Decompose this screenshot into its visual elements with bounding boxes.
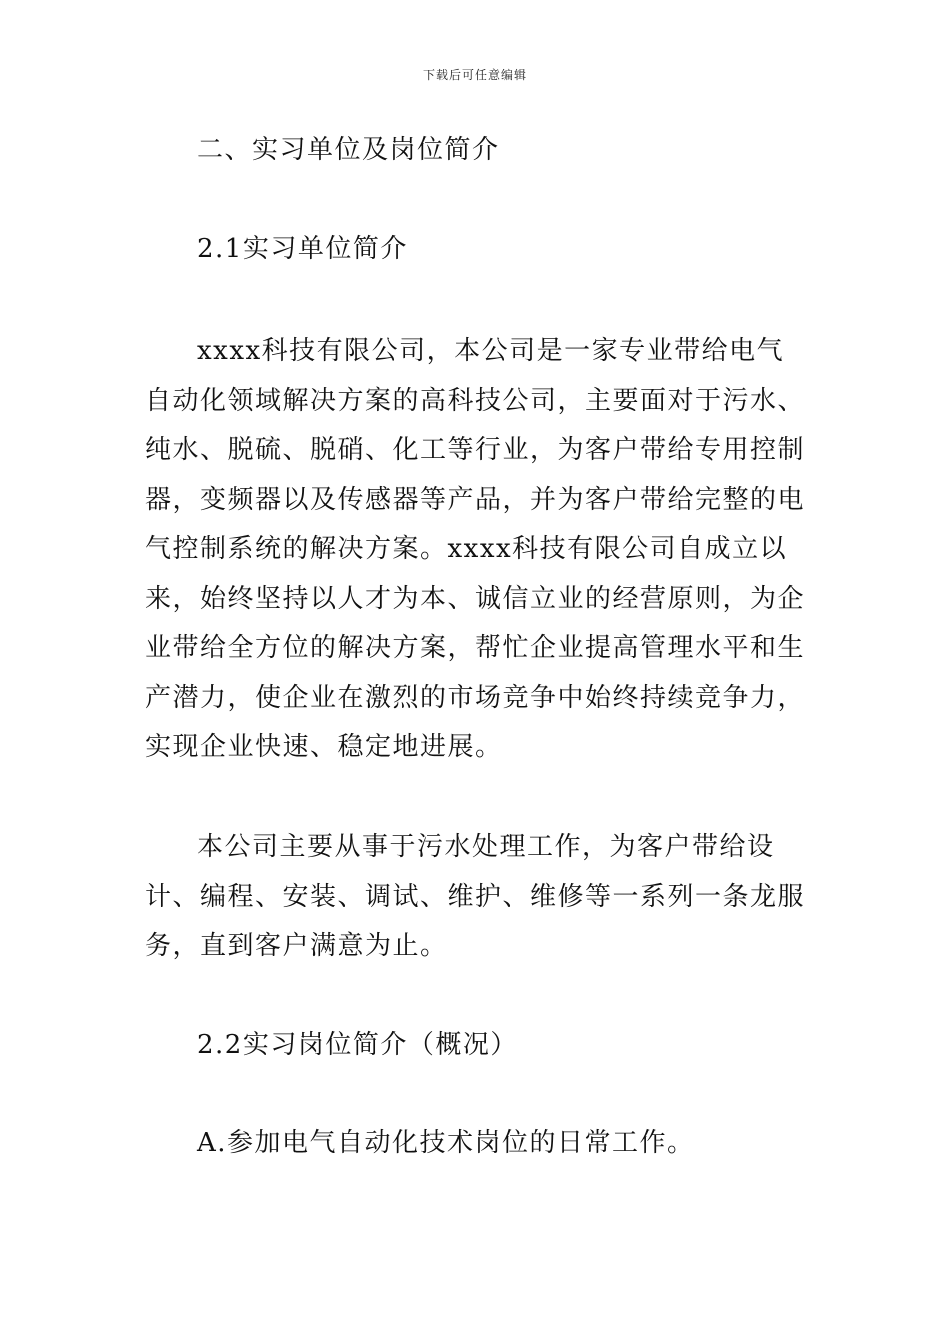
- subsection-title-2-2: 2.2实习岗位简介（概况）: [197, 1030, 518, 1060]
- subsection-title-2-1: 2.1实习单位简介: [197, 234, 408, 264]
- list-item-a: A.参加电气自动化技术岗位的日常工作。: [197, 1128, 695, 1158]
- header-note: 下载后可任意编辑: [422, 68, 527, 82]
- section-title: 二、实习单位及岗位简介: [197, 135, 500, 165]
- paragraph-company-intro: xxxx科技有限公司，本公司是一家专业带给电气自动化领域解决方案的高科技公司，主要面对于污水、纯水、脱硫、脱硝、化工等行业，为客户带给专用控制器，变频器以及传感器等产品，并为客户带给完整的电气控制系统的解决方案。xxxx科技有限公司自成立以来，始终坚持以人才为本、诚信立业的经营原则，为企业带给全方位的解决方案，帮忙企业提高管理水平和生产潜力，使企业在激烈的市场竞争中始终持续竞争力，实现企业快速、稳定地进展。: [145, 336, 806, 762]
- paragraph-company-business: 本公司主要从事于污水处理工作，为客户带给设计、编程、安装、调试、维护、维修等一系列一条龙服务，直到客户满意为止。: [145, 832, 806, 961]
